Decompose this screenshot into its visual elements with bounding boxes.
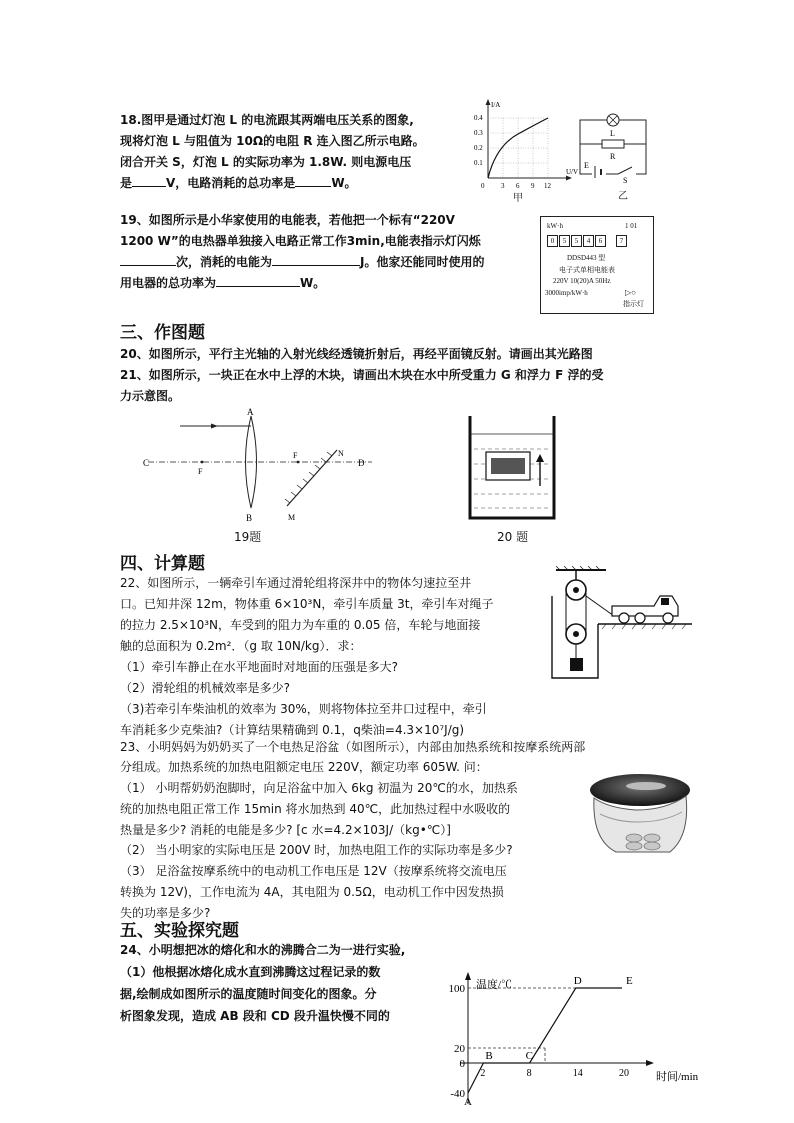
q18-text-a: 是 — [120, 176, 133, 190]
lens-label-M: M — [288, 513, 296, 522]
meter-digit: 5 — [559, 235, 570, 247]
lens-diagram — [140, 408, 380, 526]
meter-digit: 4 — [583, 235, 594, 247]
meter-unit: kW·h — [547, 222, 563, 230]
label-S: S — [623, 176, 628, 184]
pulley-truck-diagram — [546, 566, 696, 686]
lens-label-A: A — [247, 408, 254, 417]
point-label-E: E — [626, 975, 633, 987]
q22-line: （2）滑轮组的机械效率是多少? — [120, 681, 291, 695]
foot-bath-image — [586, 770, 692, 860]
meter-light-label: 指示灯 — [623, 300, 644, 308]
meter-code: 1 01 — [625, 222, 638, 230]
q23-line: 分组成。加热系统的加热电阻额定电压 220V，额定功率 605W. 问： — [120, 760, 488, 774]
caption-20: 20 题 — [497, 530, 529, 544]
q21-text-1: 21、如图所示，一块正在水中上浮的木块，请画出木块在水中所受重力 G 和浮力 F 浮的受 — [120, 368, 604, 382]
q23-line: 23、小明妈妈为奶奶买了一个电热足浴盆（如图所示），内部由加热系统和按摩系统两部 — [120, 740, 586, 754]
point-label-B: B — [485, 1050, 493, 1062]
point-label-D: D — [573, 975, 582, 987]
x-tick-label: 8 — [526, 1068, 532, 1079]
iu-xtick: 6 — [516, 182, 520, 190]
meter-digit: 5 — [571, 235, 582, 247]
meter-last-digit: 7 — [616, 235, 627, 247]
section-title-4: 四、计算题 — [120, 554, 205, 574]
y-tick-label: -40 — [450, 1088, 465, 1100]
point-label-A: A — [464, 1096, 472, 1108]
energy-meter — [540, 216, 654, 314]
iu-ytick: 0.4 — [474, 114, 483, 122]
q19-line-4 — [120, 273, 325, 295]
q23-line: 转换为 12V)，工作电流为 4A，其电阻为 0.5Ω，电动机工作中因发热损 — [120, 885, 504, 899]
x-tick-label: 20 — [619, 1068, 629, 1079]
answer-blank-voltage[interactable] — [132, 173, 166, 187]
iu-xtick: 3 — [501, 182, 505, 190]
meter-digit: 0 — [547, 235, 558, 247]
q18-line-4 — [120, 173, 357, 195]
caption-jia: 甲 — [513, 193, 523, 204]
section-title-5: 五、实验探究题 — [120, 921, 239, 941]
lens-label-F-right: F — [293, 451, 298, 460]
label-E: E — [584, 161, 589, 170]
meter-rating: 220V 10(20)A 50Hz — [553, 277, 611, 285]
lens-label-C: C — [143, 458, 150, 468]
meter-digit: 6 — [595, 235, 606, 247]
q20-text: 20、如图所示，平行主光轴的入射光线经透镜折射后，再经平面镜反射。请画出其光路图 — [120, 347, 593, 361]
iu-ytick: 0.3 — [474, 129, 483, 137]
q22-line: 22、如图所示，一辆牵引车通过滑轮组将深井中的物体匀速拉至井 — [120, 576, 472, 590]
q19-text-b: J。他家还能同时使用的 — [360, 255, 485, 269]
water-tank-diagram — [466, 414, 558, 524]
q19-line-1: 19、如图所示是小华家使用的电能表，若他把一个标有“220V — [120, 213, 455, 227]
truck — [612, 596, 678, 623]
q18-line-2: 现将灯泡 L 与阻值为 10Ω的电阻 R 连入图乙所示电路。 — [120, 134, 425, 148]
label-R: R — [610, 152, 616, 161]
lens-label-N: N — [338, 449, 344, 458]
load-block — [570, 658, 583, 671]
q19-text-a: 次，消耗的电能为 — [176, 255, 273, 269]
meter-model: DDSD443 型 — [567, 254, 606, 262]
chart-y-label: 温度/℃ — [476, 979, 513, 991]
temperature-time-chart — [438, 968, 714, 1108]
q18-text-b: V，电路消耗的总功率是 — [166, 176, 296, 190]
q19-line-2: 1200 W”的电热器单独接入电路正常工作3min,电能表指示灯闪烁 — [120, 234, 481, 248]
label-L: L — [610, 129, 615, 138]
q21-text-2: 力示意图。 — [120, 389, 181, 403]
q19-text-d: W。 — [300, 276, 326, 290]
q22-line: （3)若牵引车柴油机的效率为 30%，则将物体拉至井口过程中，牵引 — [120, 702, 487, 716]
q18-line-1: 18.图甲是通过灯泡 L 的电流跟其两端电压关系的图象, — [120, 113, 414, 127]
q22-line: 车消耗多少克柴油?（计算结果精确到 0.1，q柴油=4.3×10⁷J/g) — [120, 723, 465, 737]
iu-y-axis-label: I/A — [491, 101, 501, 109]
y-tick-label: 100 — [448, 983, 465, 995]
iu-x-axis-label: U/V — [566, 168, 579, 176]
section-title-3: 三、作图题 — [120, 323, 205, 343]
q23-line: （1） 小明帮奶奶泡脚时，向足浴盆中加入 6kg 初温为 20℃的水，加热系 — [120, 781, 518, 795]
q23-line: 统的加热电阻正常工作 15min 将水加热到 40℃，此加热过程中水吸收的 — [120, 802, 511, 816]
answer-blank-flashes[interactable] — [120, 252, 176, 266]
caption-19: 19题 — [234, 530, 262, 544]
resistor-symbol — [602, 140, 624, 148]
q18-text-c: W。 — [331, 176, 357, 190]
iu-xtick: 9 — [531, 182, 535, 190]
q23-line: 失的功率是多少? — [120, 906, 211, 920]
temperature-line — [468, 988, 622, 1093]
lens-label-D: D — [358, 458, 365, 468]
lens-label-F-left: F — [198, 467, 203, 476]
q24-line: 据,绘制成如图所示的温度随时间变化的图象。分 — [120, 987, 377, 1001]
iu-ytick: 0.2 — [474, 144, 483, 152]
x-tick-label: 2 — [480, 1068, 486, 1079]
q22-line: 触的总面积为 0.2m²．（g 取 10N/kg）．求： — [120, 639, 362, 653]
y-tick-label: 0 — [459, 1058, 465, 1070]
caption-yi: 乙 — [618, 191, 628, 202]
meter-imp: 3000imp/kW·h — [545, 289, 588, 297]
q22-line: 的拉力 2.5×10³N，车受到的阻力为车重的 0.05 倍，车轮与地面接 — [120, 618, 481, 632]
iu-xtick: 0 — [481, 182, 485, 190]
block-body — [491, 458, 525, 474]
iu-ytick: 0.1 — [474, 159, 483, 167]
meter-name: 电子式单相电能表 — [559, 266, 615, 274]
q22-line: （1）牵引车静止在水平地面时对地面的压强是多大? — [120, 660, 399, 674]
iu-xtick: 12 — [544, 182, 551, 190]
q19-text-c: 用电器的总功率为 — [120, 276, 217, 290]
figure-iu-graph — [468, 98, 580, 194]
q18-line-3: 闭合开关 S，灯泡 L 的实际功率为 1.8W. 则电源电压 — [120, 155, 412, 169]
point-label-C: C — [525, 1050, 533, 1062]
answer-blank-energy[interactable] — [272, 252, 360, 266]
indicator-light-icon: ▷○ — [625, 288, 636, 297]
answer-blank-total-power[interactable] — [216, 273, 300, 287]
answer-blank-power[interactable] — [295, 173, 331, 187]
q24-line: 24、小明想把冰的熔化和水的沸腾合二为一进行实验, — [120, 943, 406, 957]
meter-digits — [547, 235, 606, 247]
figure-circuit — [574, 108, 652, 184]
q23-line: （2） 当小明家的实际电压是 200V 时，加热电阻工作的实际功率是多少? — [120, 843, 513, 857]
q22-line: 口。已知井深 12m，物体重 6×10³N，牵引车质量 3t，牵引车对绳子 — [120, 597, 494, 611]
chart-x-label: 时间/min — [656, 1071, 699, 1083]
q24-line: （1）他根据冰熔化成水直到沸腾这过程记录的数 — [120, 965, 381, 979]
x-tick-label: 14 — [572, 1068, 583, 1079]
q24-line: 析图象发现，造成 AB 段和 CD 段升温快慢不同的 — [120, 1009, 390, 1023]
lens-label-B: B — [246, 513, 253, 523]
q23-line: （3） 足浴盆按摩系统中的电动机工作电压是 12V（按摩系统将交流电压 — [120, 864, 507, 878]
q19-line-3 — [120, 252, 484, 274]
q23-line: 热量是多少? 消耗的电能是多少? [c 水=4.2×103J/（kg•℃）] — [120, 823, 451, 837]
y-tick-label: 20 — [454, 1043, 465, 1055]
